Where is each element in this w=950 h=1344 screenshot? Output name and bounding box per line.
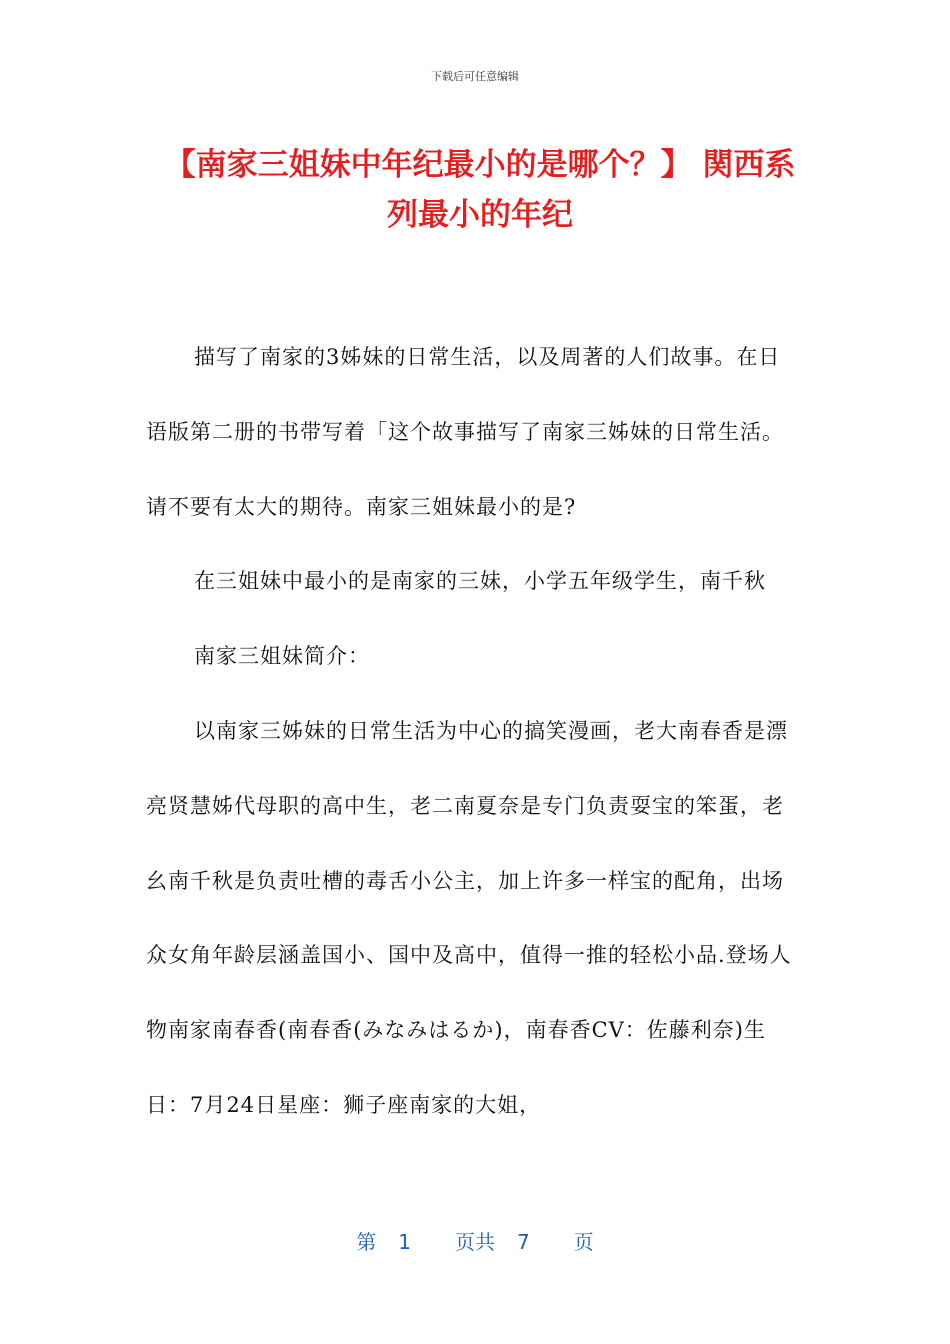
page-suffix-label: 页 (573, 1230, 594, 1254)
paragraph: 描写了南家的3姊妹的日常生活，以及周著的人们故事。在日语版第二册的书带写着「这个故事描写了南家三姊妹的日常生活。请不要有太大的期待。南家三姐妹最小的是? (146, 345, 784, 519)
paragraph: 南家三姐妹简介： (194, 644, 370, 669)
paragraph: 在三姐妹中最小的是南家的三妹，小学五年级学生，南千秋 (194, 569, 766, 594)
current-page-number: 1 (398, 1230, 411, 1254)
header-note: 下载后可任意编辑 (431, 70, 519, 83)
document-title: 【南家三姐妹中年纪最小的是哪个？】 関西系列最小的年纪 (164, 147, 796, 233)
page-number-footer (0, 1226, 950, 1255)
page-mid-label: 页共 (455, 1230, 495, 1254)
paragraph: 以南家三姊妹的日常生活为中心的搞笑漫画，老大南春香是漂亮贤慧姊代母职的高中生，老二南夏奈是专门负责耍宝的笨蛋，老幺南千秋是负责吐槽的毒舌小公主，加上许多一样宝的配角，出场众女角年龄层涵盖国小、国中及高中，值得一推的轻松小品.登场人物南家南春香(南春香(みなみはるか)，南春香CV：佐藤利奈)生日：7月24日星座：狮子座南家的大姐， (146, 718, 792, 1117)
document-body (146, 320, 796, 1143)
page-label: 第 (356, 1230, 377, 1254)
total-pages-number: 7 (517, 1230, 530, 1254)
